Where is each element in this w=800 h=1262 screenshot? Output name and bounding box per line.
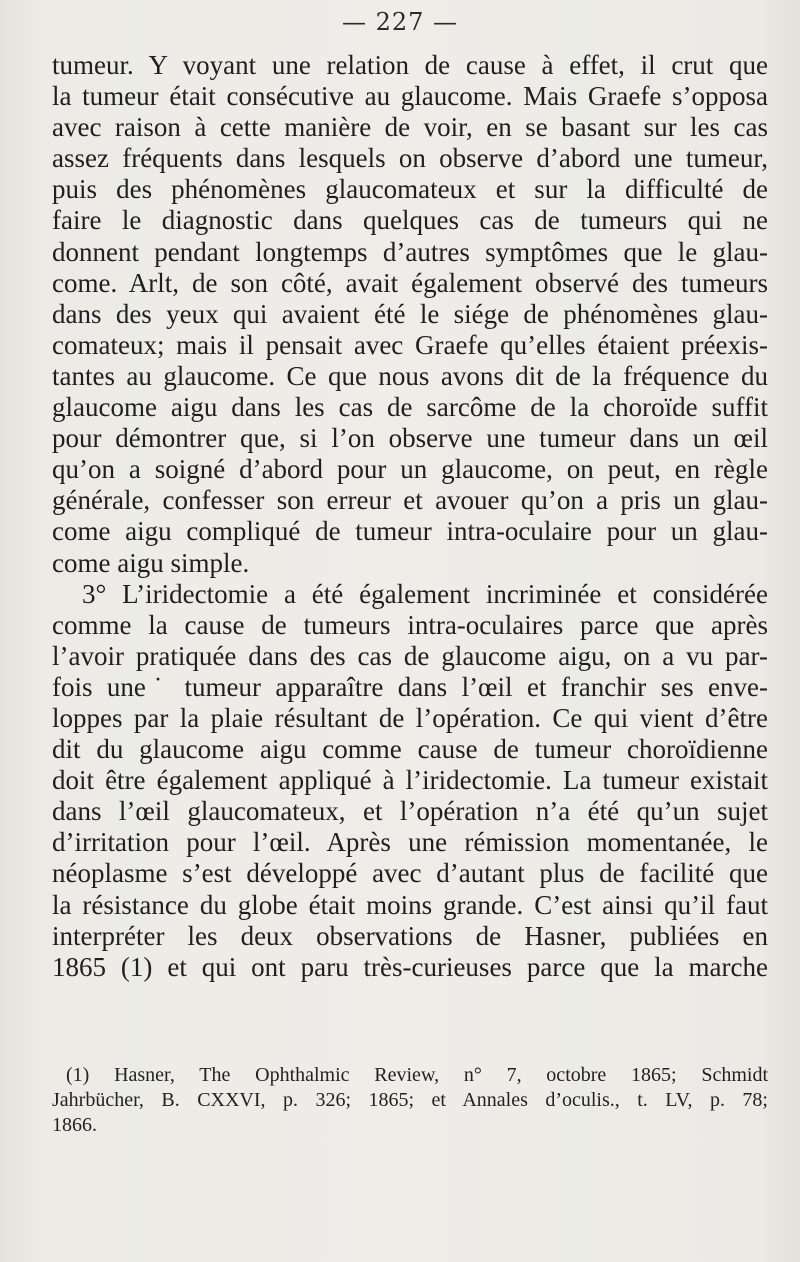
text-line: puis des phénomènes glaucomateux et sur la difficulté de [52, 174, 768, 205]
text-line: la tumeur était consécutive au glaucome. Mais Graefe s’opposa [52, 81, 768, 112]
text-line: dans l’œil glaucomateux, et l’opération n’a été qu’un sujet [52, 796, 768, 827]
text-line: la résistance du globe était moins grande. C’est ainsi qu’il faut [52, 889, 768, 920]
text-line: doit être également appliqué à l’iridectomie. La tumeur existait [52, 765, 768, 796]
text-line: générale, confesser son erreur et avouer qu’on a pris un glau- [52, 485, 768, 516]
text-line: glaucome aigu dans les cas de sarcôme de la choroïde suffit [52, 392, 768, 423]
text-line: loppes par la plaie résultant de l’opération. Ce qui vient d’être [52, 702, 768, 733]
text-line: 3° L’iridectomie a été également incriminée et considérée [82, 578, 768, 609]
text-line: d’irritation pour l’œil. Après une rémission momentanée, le [52, 827, 768, 858]
text-line: assez fréquents dans lesquels on observe d’abord une tumeur, [52, 143, 768, 174]
text-line: qu’on a soigné d’abord pour un glaucome, on peut, en règle [52, 454, 768, 485]
text-line: l’avoir pratiquée dans des cas de glaucome aigu, on a vu par- [52, 640, 768, 671]
text-line: comateux; mais il pensait avec Graefe qu’elles étaient préexis- [52, 329, 768, 360]
footnote-line: Jahrbücher, B. CXXVI, p. 326; 1865; et Annales d’oculis., t. LV, p. 78; [52, 1089, 768, 1111]
text-line: néoplasme s’est développé avec d’autant plus de facilité que [52, 858, 768, 889]
text-line: avec raison à cette manière de voir, en se basant sur les cas [52, 112, 768, 143]
text-line: pour démontrer que, si l’on observe une tumeur dans un œil [52, 423, 768, 454]
text-line: fois une˙ tumeur apparaître dans l’œil et franchir ses enve- [52, 671, 768, 702]
text-line: come aigu compliqué de tumeur intra-oculaire pour un glau- [52, 516, 768, 547]
text-line: interpréter les deux observations de Hasner, publiées en [52, 920, 768, 951]
footnote-line: (1) Hasner, The Ophthalmic Review, n° 7, octobre 1865; Schmidt [66, 1064, 768, 1086]
text-line: tantes au glaucome. Ce que nous avons dit de la fréquence du [52, 360, 768, 391]
text-line: come. Arlt, de son côté, avait également observé des tumeurs [52, 267, 768, 298]
page-number: — 227 — [341, 8, 459, 36]
text-line: dans des yeux qui avaient été le siége de phénomènes glau- [52, 298, 768, 329]
footnotes [52, 1063, 768, 1138]
body-text [52, 50, 768, 983]
text-line: tumeur. Y voyant une relation de cause à effet, il crut que [52, 50, 768, 80]
text-line: comme la cause de tumeurs intra-oculaires parce que après [52, 609, 768, 640]
footnote-line: 1866. [52, 1114, 97, 1136]
text-line: come aigu simple. [52, 547, 250, 578]
text-line: 1865 (1) et qui ont paru très-curieuses parce que la marche [52, 951, 768, 982]
text-line: dit du glaucome aigu comme cause de tumeur choroïdienne [52, 734, 768, 765]
text-line: faire le diagnostic dans quelques cas de tumeurs qui ne [52, 205, 768, 236]
text-line: donnent pendant longtemps d’autres symptômes que le glau- [52, 236, 768, 267]
